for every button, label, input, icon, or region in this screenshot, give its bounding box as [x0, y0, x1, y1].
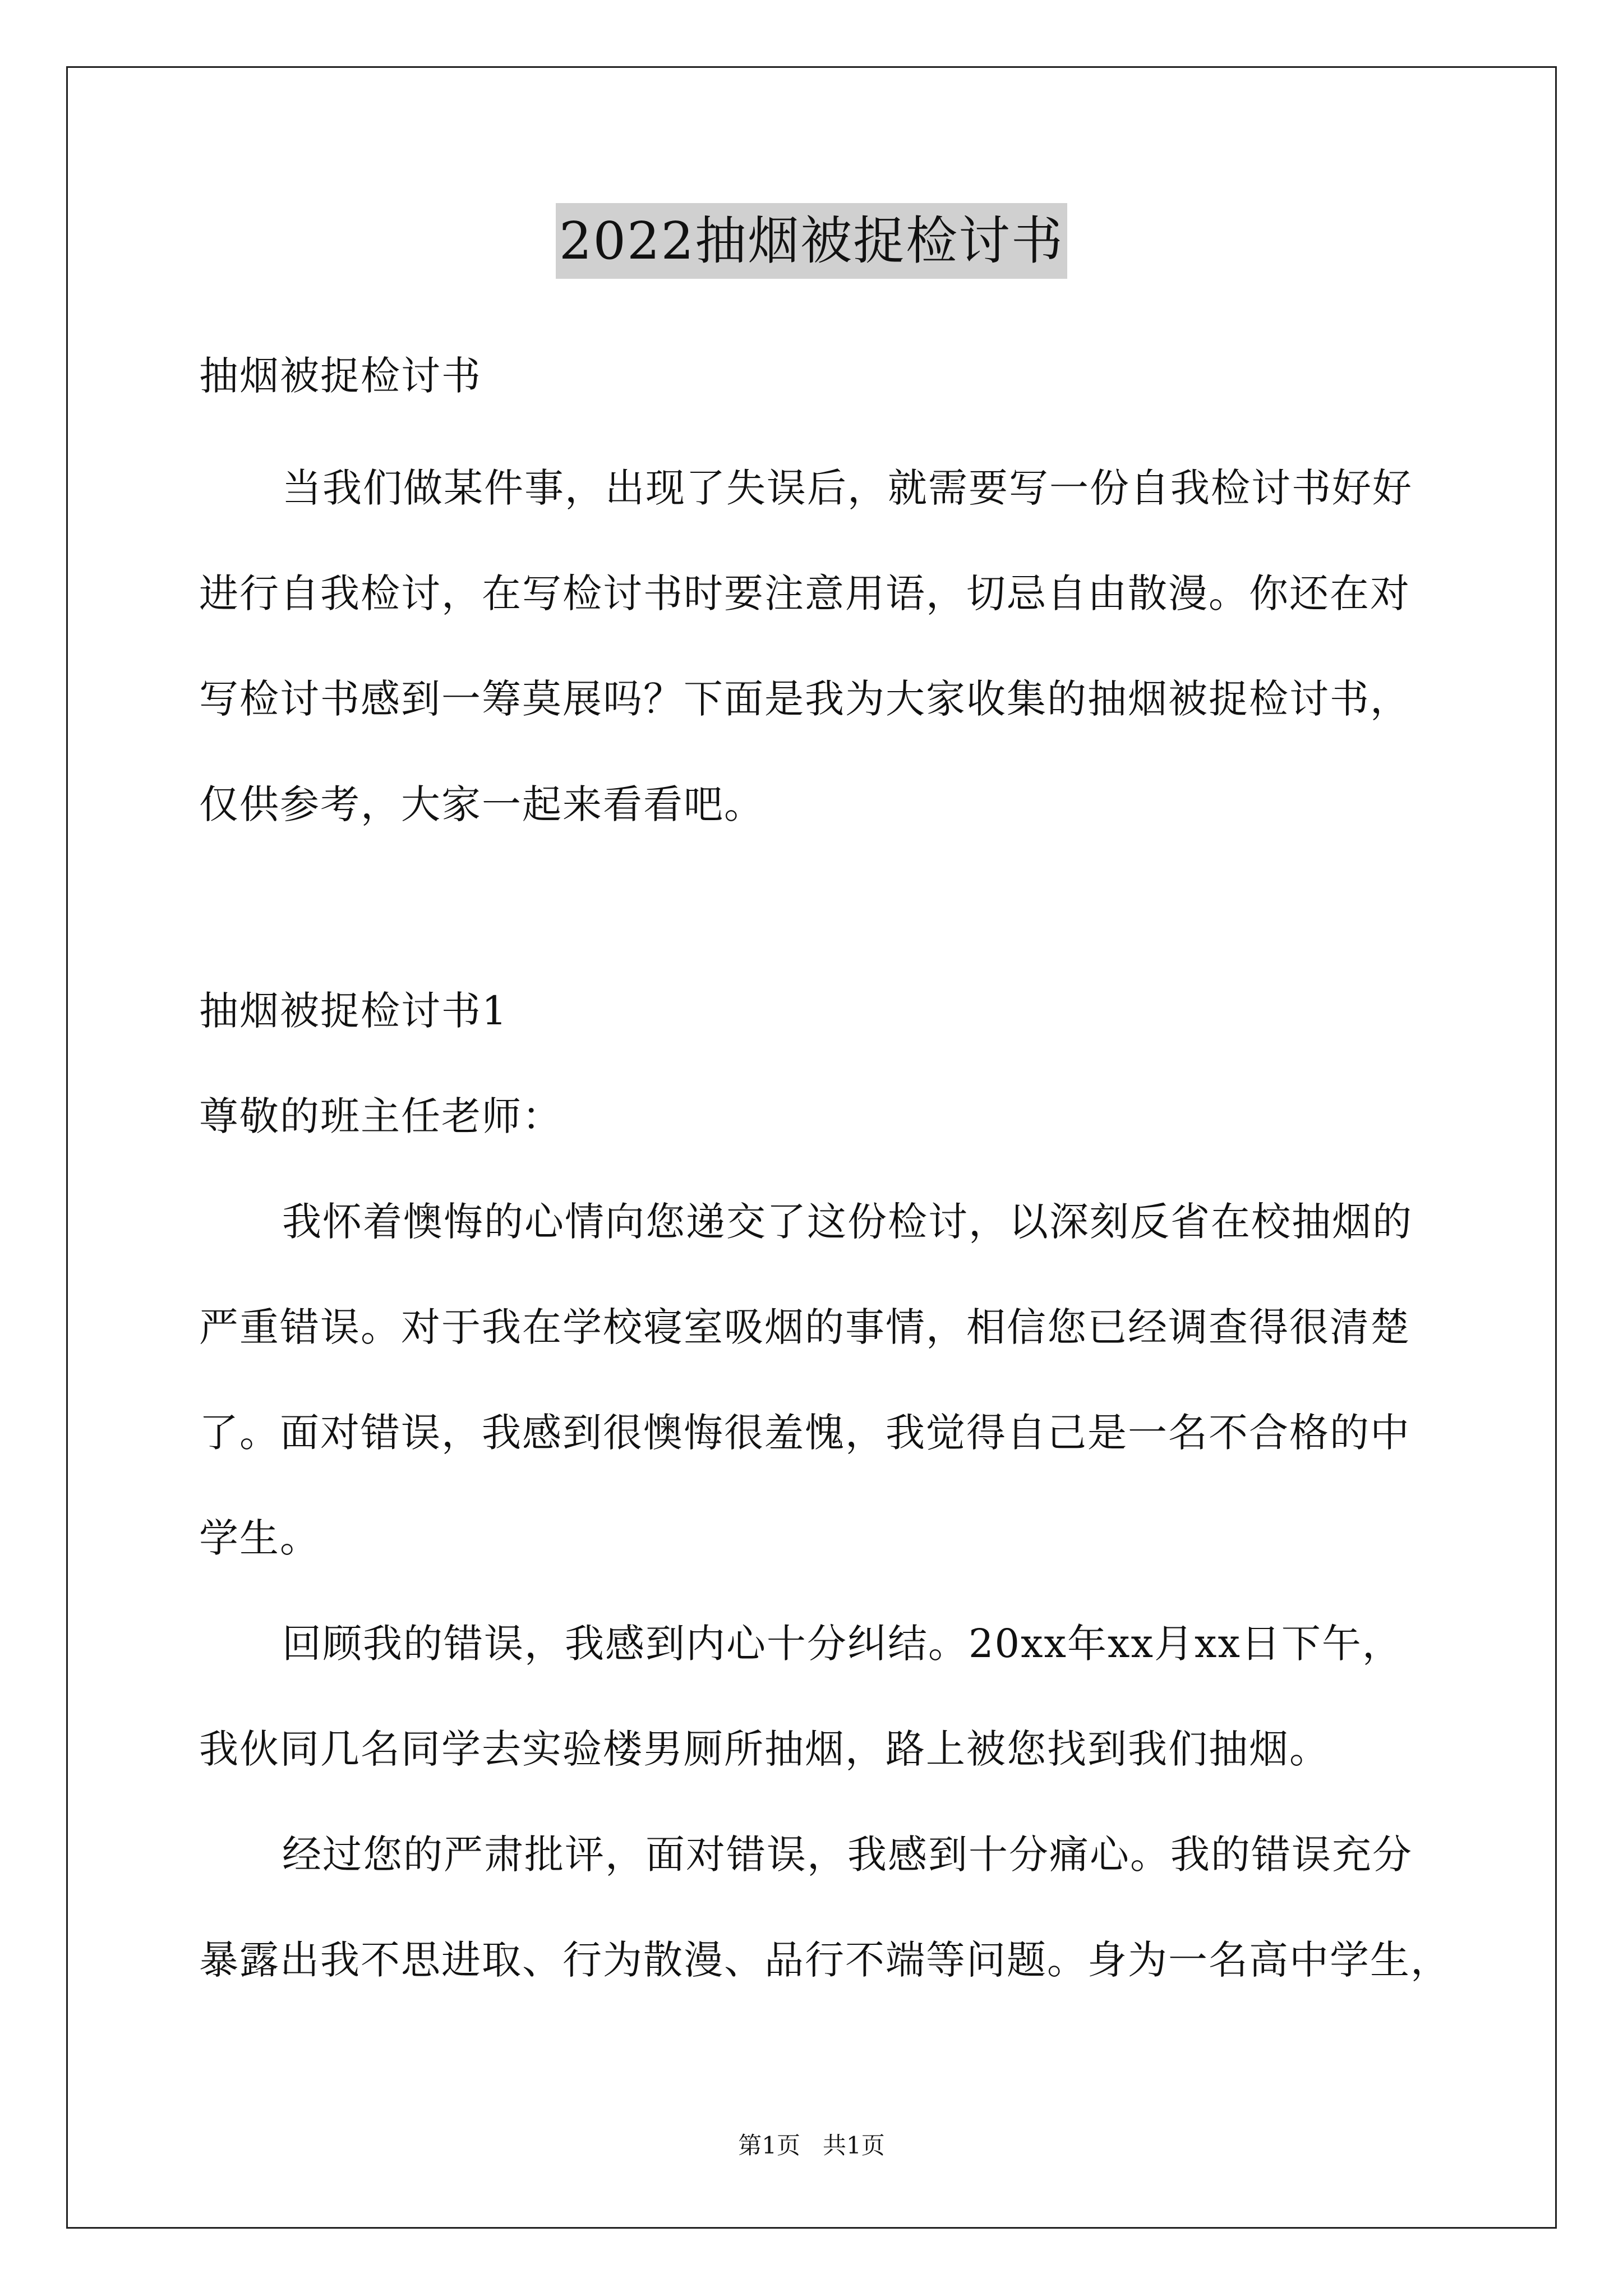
paragraph-2-line-2: 我伙同几名同学去实验楼男厕所抽烟，路上被您找到我们抽烟。	[199, 1726, 1330, 1772]
paragraph-3-line-2: 暴露出我不思进取、行为散漫、品行不端等问题。身为一名高中学生，	[199, 1937, 1451, 1983]
salutation: 尊敬的班主任老师：	[199, 1093, 562, 1139]
section-heading: 抽烟被捉检讨书1	[199, 988, 508, 1034]
paragraph-3-line-1: 经过您的严肃批评，面对错误，我感到十分痛心。我的错误充分	[282, 1832, 1413, 1878]
intro-paragraph-line-1: 当我们做某件事，出现了失误后，就需要写一份自我检讨书好好	[282, 465, 1413, 511]
intro-paragraph-line-2: 进行自我检讨，在写检讨书时要注意用语，切忌自由散漫。你还在对	[199, 570, 1410, 616]
paragraph-2-line-1: 回顾我的错误，我感到内心十分纠结。20xx年xx月xx日下午，	[282, 1621, 1403, 1667]
intro-paragraph-line-3: 写检讨书感到一筹莫展吗？下面是我为大家收集的抽烟被捉检讨书，	[199, 676, 1410, 722]
paragraph-1-line-1: 我怀着懊悔的心情向您递交了这份检讨，以深刻反省在校抽烟的	[282, 1199, 1413, 1245]
title-container	[0, 203, 1623, 279]
subtitle-line: 抽烟被捉检讨书	[199, 353, 482, 399]
paragraph-1-line-2: 严重错误。对于我在学校寝室吸烟的事情，相信您已经调查得很清楚	[199, 1304, 1410, 1350]
page-footer: 第1页 共1页	[738, 2132, 885, 2159]
intro-paragraph-line-4: 仅供参考，大家一起来看看吧。	[199, 781, 764, 827]
document-title: 2022抽烟被捉检讨书	[556, 203, 1067, 279]
paragraph-1-line-4: 学生。	[199, 1515, 320, 1561]
paragraph-1-line-3: 了。面对错误，我感到很懊悔很羞愧，我觉得自己是一名不合格的中	[199, 1410, 1410, 1456]
